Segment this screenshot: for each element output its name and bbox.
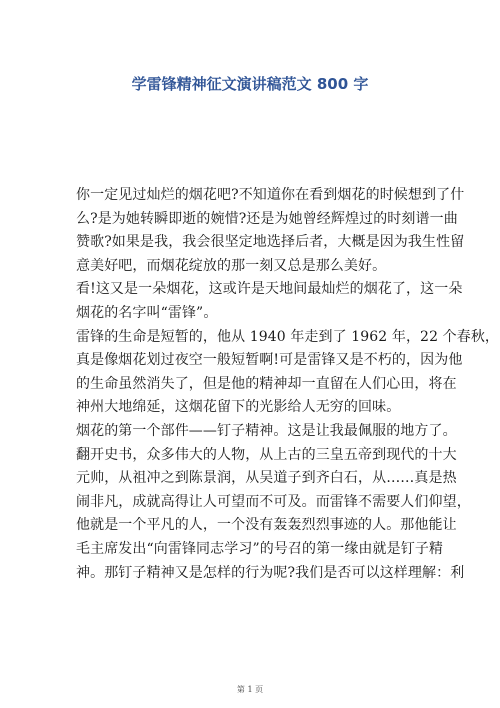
text-line: 的生命虽然消失了，但是他的精神却一直留在人们心田，将在 [76, 375, 457, 392]
text-line: 闹非凡，成就高得让人可望而不可及。而雷锋不需要人们仰望， [76, 493, 471, 510]
text-line: 翻开史书，众多伟大的人物，从上古的三皇五帝到现代的十大 [76, 446, 457, 463]
document-title: 学雷锋精神征文演讲稿范文 800 字 [131, 75, 369, 93]
text-line: 赞歌?如果是我，我会很坚定地选择后者，大概是因为我生性留 [76, 234, 465, 251]
text-line: 么?是为她转瞬即逝的婉惜?还是为她曾经辉煌过的时刻谱一曲 [76, 210, 458, 227]
page-number: 第 1 页 [236, 685, 264, 694]
text-line: 他就是一个平凡的人，一个没有轰轰烈烈事迹的人。那他能让 [76, 517, 457, 534]
text-line: 你一定见过灿烂的烟花吧?不知道你在看到烟花的时候想到了什 [76, 187, 465, 203]
text-line: 意美好吧，而烟花绽放的那一刻又总是那么美好。 [76, 257, 387, 274]
text-line: 神州大地绵延，这烟花留下的光影给人无穷的回味。 [76, 399, 401, 416]
text-line: 真是像烟花划过夜空一般短暂啊!可是雷锋又是不朽的，因为他 [76, 352, 463, 369]
text-line: 烟花的名字叫“雷锋”。 [76, 304, 218, 321]
document-body [76, 184, 500, 585]
text-line: 烟花的第一个部件——钉子精神。这是让我最佩服的地方了。 [76, 422, 457, 439]
text-line: 神。那钉子精神又是怎样的行为呢?我们是否可以这样理解：利 [76, 564, 465, 581]
text-line: 毛主席发出“向雷锋同志学习”的号召的第一缘由就是钉子精 [76, 540, 444, 557]
text-line: 雷锋的生命是短暂的，他从 1940 年走到了 1962 年，22 个春秋， [76, 328, 500, 345]
text-line: 看!这又是一朵烟花，这或许是天地间最灿烂的烟花了，这一朵 [76, 281, 463, 298]
text-line: 元帅，从祖冲之到陈景润，从吴道子到齐白石，从……真是热 [76, 470, 457, 487]
